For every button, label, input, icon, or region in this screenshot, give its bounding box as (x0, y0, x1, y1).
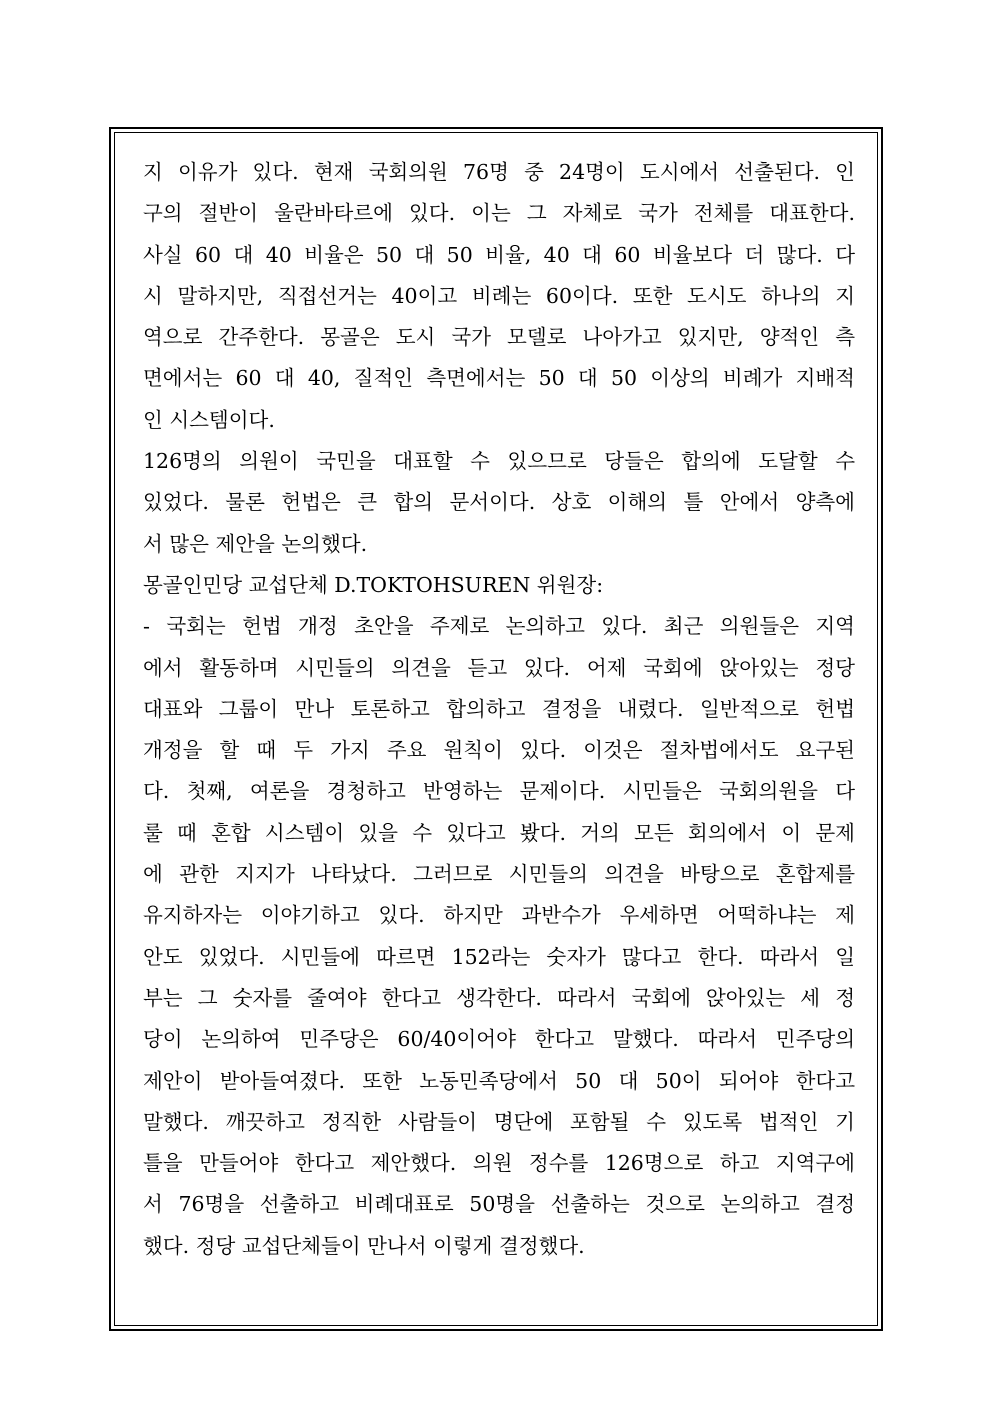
speaker-heading: 몽골인민당 교섭단체 D.TOKTOHSUREN 위원장: (143, 572, 604, 597)
text-line: 안도 있었다. 시민들에 따르면 152라는 숫자가 많다고 한다. 따라서 일 (143, 944, 855, 969)
text-line: - 국회는 헌법 개정 초안을 주제로 논의하고 있다. 최근 의원들은 지역 (143, 614, 855, 639)
text-line: 대표와 그룹이 만나 토론하고 합의하고 결정을 내렸다. 일반적으로 헌법 (143, 696, 855, 721)
text-line: 유지하자는 이야기하고 있다. 하지만 과반수가 우세하면 어떡하냐는 제 (143, 903, 855, 928)
text-line: 에 관한 지지가 나타났다. 그러므로 시민들의 의견을 바탕으로 혼합제를 (143, 862, 855, 887)
text-line: 지 이유가 있다. 현재 국회의원 76명 중 24명이 도시에서 선출된다. 인 (143, 160, 855, 184)
text-line: 인 시스템이다. (143, 407, 275, 432)
text-line: 말했다. 깨끗하고 정직한 사람들이 명단에 포함될 수 있도록 법적인 기 (143, 1109, 855, 1134)
text-line: 다. 첫째, 여론을 경청하고 반영하는 문제이다. 시민들은 국회의원을 다 (143, 779, 855, 804)
text-line: 부는 그 숫자를 줄여야 한다고 생각한다. 따라서 국회에 앉아있는 세 정 (143, 985, 855, 1010)
text-line: 면에서는 60 대 40, 질적인 측면에서는 50 대 50 이상의 비례가 지배적 (143, 366, 855, 391)
text-line: 서 많은 제안을 논의했다. (143, 531, 368, 556)
text-line: 했다. 정당 교섭단체들이 만나서 이렇게 결정했다. (143, 1233, 585, 1258)
text-line: 시 말하지만, 직접선거는 40이고 비례는 60이다. 또한 도시도 하나의 지 (143, 283, 855, 308)
text-line: 틀을 만들어야 한다고 제안했다. 의원 정수를 126명으로 하고 지역구에 (143, 1151, 855, 1176)
text-line: 있었다. 물론 헌법은 큰 합의 문서이다. 상호 이해의 틀 안에서 양측에 (143, 490, 855, 515)
text-line: 개정을 할 때 두 가지 주요 원칙이 있다. 이것은 절차법에서도 요구된 (143, 738, 855, 763)
text-line: 서 76명을 선출하고 비례대표로 50명을 선출하는 것으로 논의하고 결정 (143, 1192, 855, 1217)
text-line: 제안이 받아들여졌다. 또한 노동민족당에서 50 대 50이 되어야 한다고 (143, 1068, 855, 1093)
text-line: 룰 때 혼합 시스템이 있을 수 있다고 봤다. 거의 모든 회의에서 이 문제 (143, 820, 855, 845)
document-body (143, 152, 855, 1267)
text-line: 126명의 의원이 국민을 대표할 수 있으므로 당들은 합의에 도달할 수 (143, 449, 855, 474)
text-line: 역으로 간주한다. 몽골은 도시 국가 모델로 나아가고 있지만, 양적인 측 (143, 325, 855, 350)
text-line: 당이 논의하여 민주당은 60/40이어야 한다고 말했다. 따라서 민주당의 (143, 1027, 855, 1052)
text-line: 사실 60 대 40 비율은 50 대 50 비율, 40 대 60 비율보다 더 많다. 다 (143, 242, 855, 267)
text-line: 에서 활동하며 시민들의 의견을 듣고 있다. 어제 국회에 앉아있는 정당 (143, 655, 855, 680)
text-line: 구의 절반이 울란바타르에 있다. 이는 그 자체로 국가 전체를 대표한다. (143, 201, 855, 226)
